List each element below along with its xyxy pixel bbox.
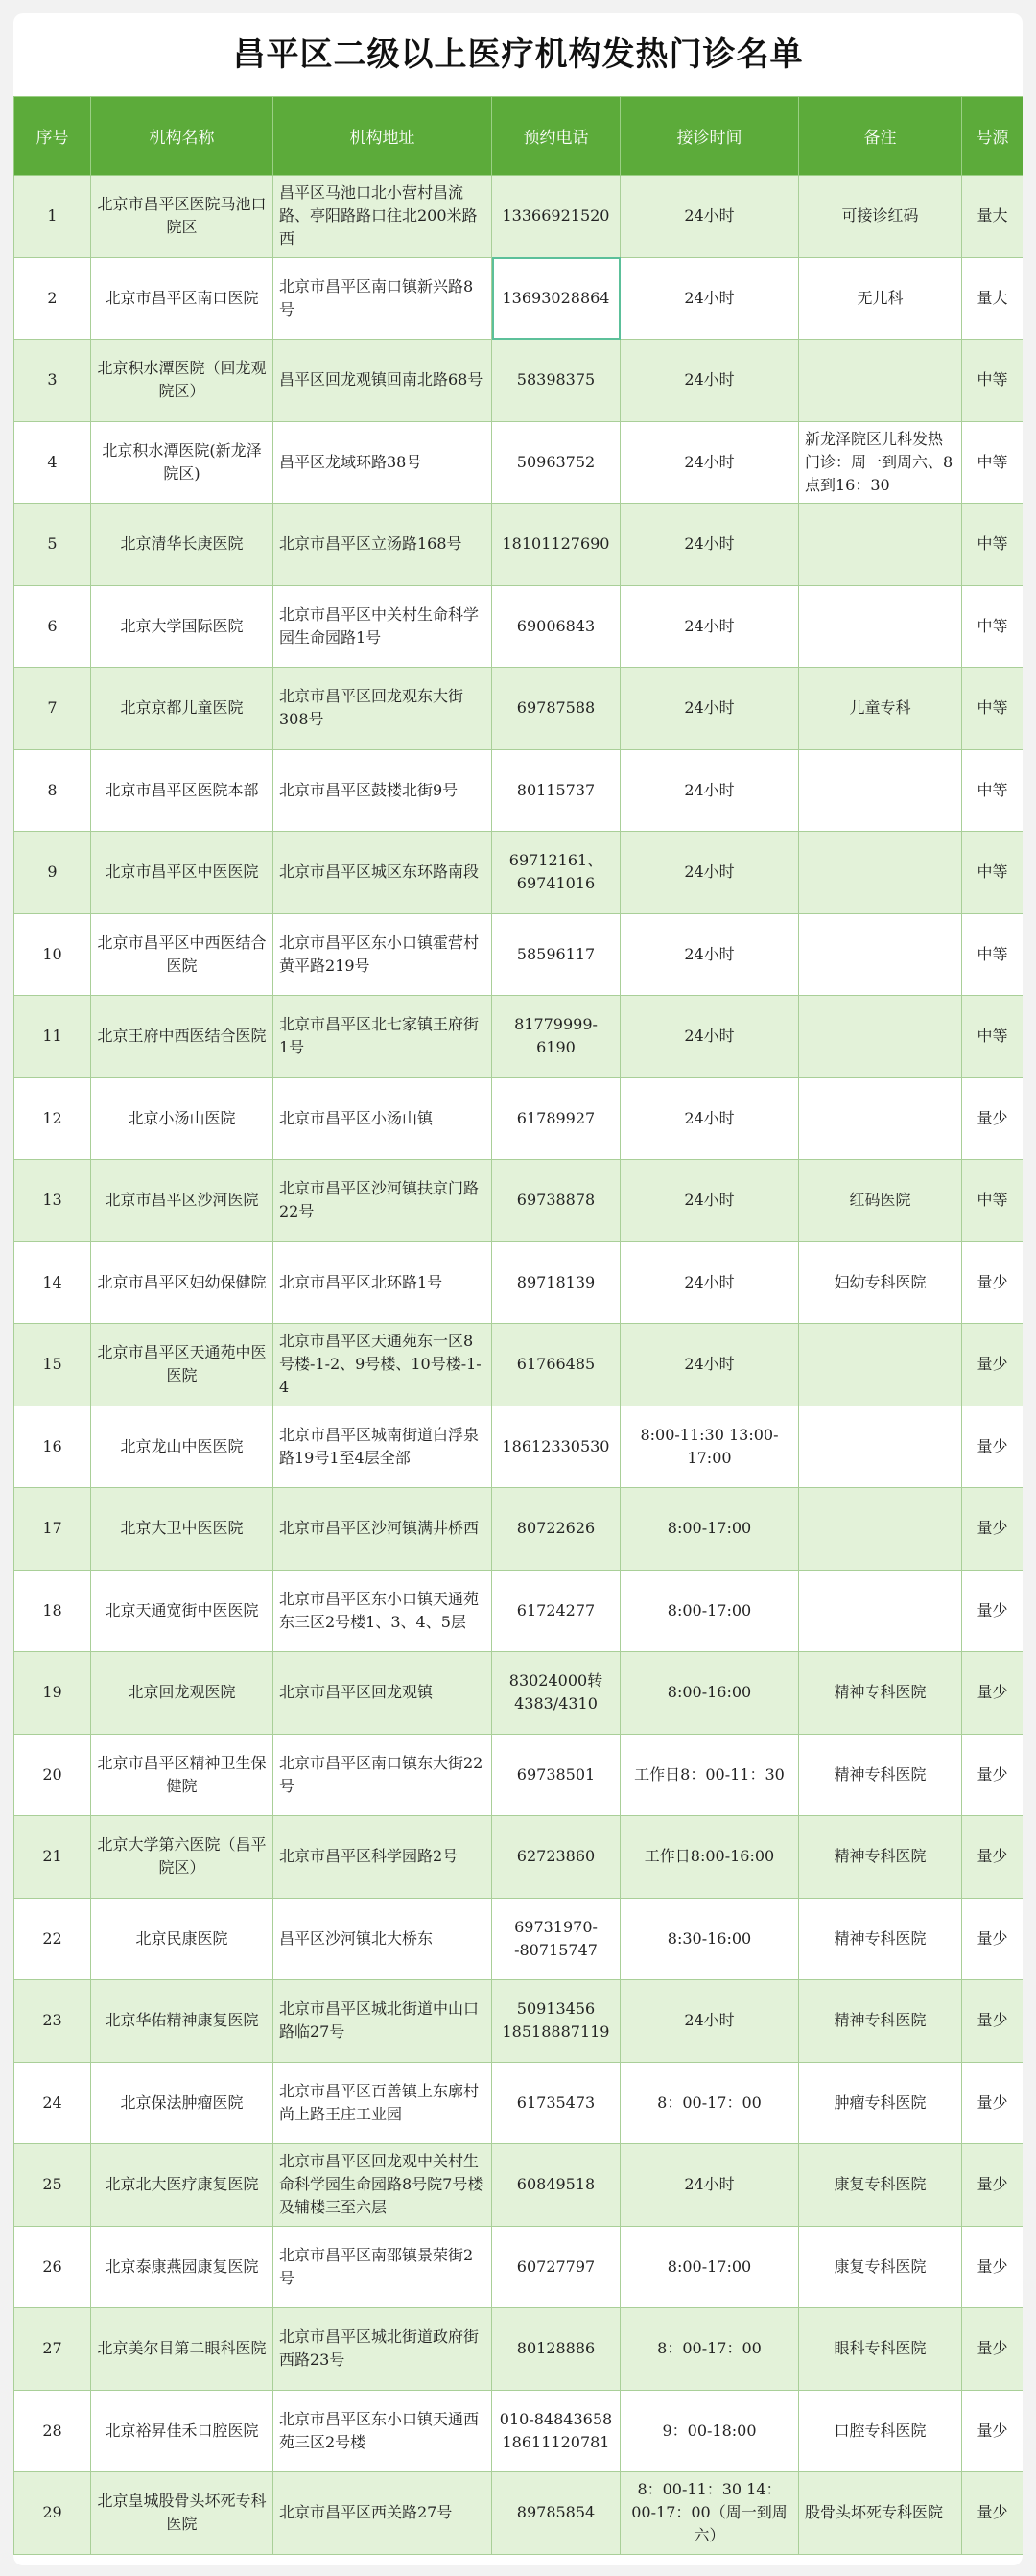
cell-capacity: 中等 — [962, 749, 1024, 832]
cell-name: 北京民康医院 — [91, 1898, 273, 1980]
cell-note: 康复专科医院 — [799, 2144, 962, 2227]
cell-phone: 60727797 — [492, 2226, 621, 2308]
cell-capacity: 量少 — [962, 1324, 1024, 1406]
cell-name: 北京小汤山医院 — [91, 1077, 273, 1160]
cell-hours: 24小时 — [621, 668, 799, 750]
cell-phone: 58596117 — [492, 913, 621, 996]
cell-phone: 69738501 — [492, 1734, 621, 1816]
cell-index: 5 — [14, 504, 91, 586]
cell-capacity: 量少 — [962, 1898, 1024, 1980]
table-row — [14, 1406, 1024, 1488]
cell-name: 北京北大医疗康复医院 — [91, 2144, 273, 2227]
table-row — [14, 176, 1024, 258]
cell-address: 北京市昌平区东小口镇天通西苑三区2号楼 — [273, 2390, 492, 2472]
cell-hours: 8：00-17：00 — [621, 2308, 799, 2391]
table-row — [14, 2144, 1024, 2227]
page-title: 昌平区二级以上医疗机构发热门诊名单 — [232, 35, 804, 74]
cell-note: 精神专科医院 — [799, 1816, 962, 1899]
cell-name: 北京积水潭医院（回龙观院区） — [91, 340, 273, 422]
cell-name: 北京龙山中医医院 — [91, 1406, 273, 1488]
cell-capacity: 中等 — [962, 996, 1024, 1078]
cell-note: 精神专科医院 — [799, 1898, 962, 1980]
table-row — [14, 340, 1024, 422]
cell-index: 6 — [14, 585, 91, 668]
cell-phone: 58398375 — [492, 340, 621, 422]
cell-phone: 18612330530 — [492, 1406, 621, 1488]
cell-address: 北京市昌平区回龙观东大街308号 — [273, 668, 492, 750]
cell-name: 北京市昌平区沙河医院 — [91, 1160, 273, 1242]
cell-hours: 24小时 — [621, 257, 799, 340]
cell-index: 23 — [14, 1980, 91, 2063]
cell-hours: 8:00-17:00 — [621, 1488, 799, 1571]
cell-note — [799, 504, 962, 586]
table-row — [14, 1324, 1024, 1406]
cell-phone: 80115737 — [492, 749, 621, 832]
cell-hours: 24小时 — [621, 1160, 799, 1242]
cell-note: 妇幼专科医院 — [799, 1241, 962, 1324]
cell-index: 10 — [14, 913, 91, 996]
cell-address: 昌平区沙河镇北大桥东 — [273, 1898, 492, 1980]
table-row — [14, 1570, 1024, 1652]
cell-name: 北京大卫中医医院 — [91, 1488, 273, 1571]
cell-address: 北京市昌平区城北街道政府街西路23号 — [273, 2308, 492, 2391]
cell-index: 21 — [14, 1816, 91, 1899]
table-row — [14, 996, 1024, 1078]
cell-name: 北京市昌平区妇幼保健院 — [91, 1241, 273, 1324]
cell-capacity: 中等 — [962, 421, 1024, 504]
cell-capacity: 量少 — [962, 2390, 1024, 2472]
cell-note — [799, 1324, 962, 1406]
table-row — [14, 1652, 1024, 1735]
cell-phone: 13366921520 — [492, 176, 621, 258]
table-body — [14, 176, 1024, 2555]
cell-phone: 61766485 — [492, 1324, 621, 1406]
cell-index: 27 — [14, 2308, 91, 2391]
cell-capacity: 量少 — [962, 1980, 1024, 2063]
cell-note — [799, 1406, 962, 1488]
cell-hours: 24小时 — [621, 421, 799, 504]
table-row — [14, 1488, 1024, 1571]
cell-hours: 8:30-16:00 — [621, 1898, 799, 1980]
cell-note: 无儿科 — [799, 257, 962, 340]
cell-hours: 24小时 — [621, 585, 799, 668]
table-row — [14, 1898, 1024, 1980]
table-row — [14, 2308, 1024, 2391]
cell-address: 昌平区龙域环路38号 — [273, 421, 492, 504]
cell-hours: 8:00-17:00 — [621, 1570, 799, 1652]
cell-index: 26 — [14, 2226, 91, 2308]
cell-capacity: 中等 — [962, 1160, 1024, 1242]
cell-capacity: 量少 — [962, 2226, 1024, 2308]
cell-capacity: 中等 — [962, 832, 1024, 914]
cell-note: 口腔专科医院 — [799, 2390, 962, 2472]
cell-phone: 69712161、69741016 — [492, 832, 621, 914]
cell-capacity: 中等 — [962, 668, 1024, 750]
table-row — [14, 1241, 1024, 1324]
cell-capacity: 量少 — [962, 1734, 1024, 1816]
cell-hours: 24小时 — [621, 1980, 799, 2063]
cell-capacity: 量大 — [962, 257, 1024, 340]
cell-note — [799, 585, 962, 668]
cell-name: 北京市昌平区中西医结合医院 — [91, 913, 273, 996]
cell-note — [799, 832, 962, 914]
table-row — [14, 749, 1024, 832]
cell-address: 北京市昌平区沙河镇满井桥西 — [273, 1488, 492, 1571]
cell-phone: 80722626 — [492, 1488, 621, 1571]
cell-name: 北京市昌平区医院马池口院区 — [91, 176, 273, 258]
header-name: 机构名称 — [91, 97, 273, 176]
cell-capacity: 中等 — [962, 504, 1024, 586]
document-sheet — [13, 13, 1023, 2565]
cell-capacity: 量少 — [962, 2472, 1024, 2555]
cell-index: 9 — [14, 832, 91, 914]
cell-index: 20 — [14, 1734, 91, 1816]
cell-name: 北京回龙观医院 — [91, 1652, 273, 1735]
cell-name: 北京泰康燕园康复医院 — [91, 2226, 273, 2308]
table-row — [14, 2472, 1024, 2555]
cell-address: 北京市昌平区东小口镇天通苑东三区2号楼1、3、4、5层 — [273, 1570, 492, 1652]
cell-index: 29 — [14, 2472, 91, 2555]
cell-address: 北京市昌平区百善镇上东廓村尚上路王庄工业园 — [273, 2062, 492, 2144]
cell-phone: 13693028864 — [492, 257, 621, 340]
cell-note: 红码医院 — [799, 1160, 962, 1242]
header-hours: 接诊时间 — [621, 97, 799, 176]
cell-index: 4 — [14, 421, 91, 504]
cell-note: 康复专科医院 — [799, 2226, 962, 2308]
cell-hours: 工作日8:00-16:00 — [621, 1816, 799, 1899]
cell-capacity: 量大 — [962, 176, 1024, 258]
cell-note: 可接诊红码 — [799, 176, 962, 258]
table-row — [14, 1734, 1024, 1816]
hospital-table — [13, 96, 1023, 2555]
cell-address: 北京市昌平区中关村生命科学园生命园路1号 — [273, 585, 492, 668]
table-row — [14, 2226, 1024, 2308]
cell-phone: 80128886 — [492, 2308, 621, 2391]
cell-index: 17 — [14, 1488, 91, 1571]
cell-hours: 24小时 — [621, 504, 799, 586]
cell-hours: 工作日8：00-11：30 — [621, 1734, 799, 1816]
table-row — [14, 1160, 1024, 1242]
cell-phone: 50913456 18518887119 — [492, 1980, 621, 2063]
cell-phone: 69006843 — [492, 585, 621, 668]
cell-capacity: 量少 — [962, 1570, 1024, 1652]
cell-address: 北京市昌平区沙河镇扶京门路22号 — [273, 1160, 492, 1242]
cell-capacity: 量少 — [962, 1406, 1024, 1488]
cell-name: 北京市昌平区医院本部 — [91, 749, 273, 832]
cell-address: 北京市昌平区南邵镇景荣街2号 — [273, 2226, 492, 2308]
cell-capacity: 量少 — [962, 1488, 1024, 1571]
cell-phone: 89785854 — [492, 2472, 621, 2555]
cell-capacity: 中等 — [962, 913, 1024, 996]
cell-phone: 18101127690 — [492, 504, 621, 586]
cell-phone: 69731970--80715747 — [492, 1898, 621, 1980]
header-note: 备注 — [799, 97, 962, 176]
cell-index: 13 — [14, 1160, 91, 1242]
cell-capacity: 中等 — [962, 585, 1024, 668]
cell-index: 11 — [14, 996, 91, 1078]
cell-address: 北京市昌平区北七家镇王府街1号 — [273, 996, 492, 1078]
cell-name: 北京积水潭医院(新龙泽院区) — [91, 421, 273, 504]
cell-name: 北京保法肿瘤医院 — [91, 2062, 273, 2144]
cell-index: 2 — [14, 257, 91, 340]
cell-hours: 24小时 — [621, 832, 799, 914]
cell-capacity: 量少 — [962, 1241, 1024, 1324]
cell-name: 北京清华长庚医院 — [91, 504, 273, 586]
header-address: 机构地址 — [273, 97, 492, 176]
cell-hours: 8:00-17:00 — [621, 2226, 799, 2308]
cell-index: 28 — [14, 2390, 91, 2472]
cell-name: 北京市昌平区中医医院 — [91, 832, 273, 914]
cell-address: 昌平区回龙观镇回南北路68号 — [273, 340, 492, 422]
cell-address: 北京市昌平区东小口镇霍营村黄平路219号 — [273, 913, 492, 996]
cell-hours: 24小时 — [621, 340, 799, 422]
cell-index: 15 — [14, 1324, 91, 1406]
cell-name: 北京华佑精神康复医院 — [91, 1980, 273, 2063]
table-row — [14, 1816, 1024, 1899]
cell-address: 北京市昌平区鼓楼北街9号 — [273, 749, 492, 832]
cell-name: 北京天通宽街中医医院 — [91, 1570, 273, 1652]
cell-note: 新龙泽院区儿科发热门诊：周一到周六、8点到16：30 — [799, 421, 962, 504]
cell-index: 25 — [14, 2144, 91, 2227]
cell-hours: 24小时 — [621, 1077, 799, 1160]
cell-capacity: 量少 — [962, 1077, 1024, 1160]
cell-phone: 50963752 — [492, 421, 621, 504]
cell-index: 16 — [14, 1406, 91, 1488]
table-row — [14, 2062, 1024, 2144]
cell-address: 北京市昌平区城区东环路南段 — [273, 832, 492, 914]
cell-address: 北京市昌平区西关路27号 — [273, 2472, 492, 2555]
cell-hours: 8:00-11:30 13:00-17:00 — [621, 1406, 799, 1488]
cell-hours: 24小时 — [621, 1241, 799, 1324]
cell-address: 北京市昌平区南口镇新兴路8号 — [273, 257, 492, 340]
cell-note: 精神专科医院 — [799, 1734, 962, 1816]
table-row — [14, 585, 1024, 668]
cell-note — [799, 1570, 962, 1652]
cell-name: 北京市昌平区精神卫生保健院 — [91, 1734, 273, 1816]
table-row — [14, 2390, 1024, 2472]
cell-address: 北京市昌平区小汤山镇 — [273, 1077, 492, 1160]
header-capacity: 号源 — [962, 97, 1024, 176]
cell-hours: 24小时 — [621, 176, 799, 258]
table-row — [14, 257, 1024, 340]
cell-address: 北京市昌平区回龙观镇 — [273, 1652, 492, 1735]
cell-note: 肿瘤专科医院 — [799, 2062, 962, 2144]
cell-hours: 24小时 — [621, 913, 799, 996]
cell-name: 北京京都儿童医院 — [91, 668, 273, 750]
cell-name: 北京大学第六医院（昌平院区） — [91, 1816, 273, 1899]
cell-address: 北京市昌平区立汤路168号 — [273, 504, 492, 586]
table-row — [14, 832, 1024, 914]
cell-phone: 61724277 — [492, 1570, 621, 1652]
cell-note — [799, 749, 962, 832]
cell-name: 北京大学国际医院 — [91, 585, 273, 668]
table-row — [14, 504, 1024, 586]
cell-name: 北京美尔目第二眼科医院 — [91, 2308, 273, 2391]
cell-index: 7 — [14, 668, 91, 750]
cell-capacity: 量少 — [962, 2308, 1024, 2391]
cell-phone: 83024000转4383/4310 — [492, 1652, 621, 1735]
table-row — [14, 421, 1024, 504]
header-index: 序号 — [14, 97, 91, 176]
cell-phone: 61789927 — [492, 1077, 621, 1160]
cell-address: 北京市昌平区回龙观中关村生命科学园生命园路8号院7号楼及辅楼三至六层 — [273, 2144, 492, 2227]
cell-capacity: 中等 — [962, 340, 1024, 422]
cell-hours: 9：00-18:00 — [621, 2390, 799, 2472]
cell-index: 12 — [14, 1077, 91, 1160]
cell-index: 3 — [14, 340, 91, 422]
table-row — [14, 668, 1024, 750]
cell-note — [799, 996, 962, 1078]
cell-address: 北京市昌平区科学园路2号 — [273, 1816, 492, 1899]
cell-index: 1 — [14, 176, 91, 258]
cell-phone: 010-84843658 18611120781 — [492, 2390, 621, 2472]
cell-phone: 69738878 — [492, 1160, 621, 1242]
cell-phone: 69787588 — [492, 668, 621, 750]
cell-address: 北京市昌平区南口镇东大街22号 — [273, 1734, 492, 1816]
cell-note: 精神专科医院 — [799, 1980, 962, 2063]
cell-address: 北京市昌平区天通苑东一区8号楼-1-2、9号楼、10号楼-1-4 — [273, 1324, 492, 1406]
cell-name: 北京王府中西医结合医院 — [91, 996, 273, 1078]
cell-note: 儿童专科 — [799, 668, 962, 750]
cell-address: 北京市昌平区城北街道中山口路临27号 — [273, 1980, 492, 2063]
cell-address: 昌平区马池口北小营村昌流路、亭阳路路口往北200米路西 — [273, 176, 492, 258]
cell-capacity: 量少 — [962, 2062, 1024, 2144]
cell-hours: 8：00-11：30 14：00-17：00（周一到周六） — [621, 2472, 799, 2555]
cell-phone: 62723860 — [492, 1816, 621, 1899]
cell-hours: 24小时 — [621, 996, 799, 1078]
header-phone: 预约电话 — [492, 97, 621, 176]
cell-hours: 24小时 — [621, 2144, 799, 2227]
table-header-row — [14, 97, 1024, 176]
cell-name: 北京皇城股骨头坏死专科医院 — [91, 2472, 273, 2555]
cell-note — [799, 1077, 962, 1160]
cell-hours: 8：00-17：00 — [621, 2062, 799, 2144]
cell-index: 18 — [14, 1570, 91, 1652]
cell-note: 眼科专科医院 — [799, 2308, 962, 2391]
cell-name: 北京裕昇佳禾口腔医院 — [91, 2390, 273, 2472]
cell-index: 24 — [14, 2062, 91, 2144]
cell-capacity: 量少 — [962, 2144, 1024, 2227]
cell-note — [799, 340, 962, 422]
cell-name: 北京市昌平区南口医院 — [91, 257, 273, 340]
table-row — [14, 1077, 1024, 1160]
cell-index: 22 — [14, 1898, 91, 1980]
cell-address: 北京市昌平区城南街道白浮泉路19号1至4层全部 — [273, 1406, 492, 1488]
cell-phone: 81779999-6190 — [492, 996, 621, 1078]
cell-index: 14 — [14, 1241, 91, 1324]
table-row — [14, 913, 1024, 996]
cell-note — [799, 1488, 962, 1571]
cell-index: 8 — [14, 749, 91, 832]
table-row — [14, 1980, 1024, 2063]
cell-phone: 61735473 — [492, 2062, 621, 2144]
cell-note: 股骨头坏死专科医院 — [799, 2472, 962, 2555]
cell-name: 北京市昌平区天通苑中医医院 — [91, 1324, 273, 1406]
cell-address: 北京市昌平区北环路1号 — [273, 1241, 492, 1324]
cell-phone: 89718139 — [492, 1241, 621, 1324]
cell-capacity: 量少 — [962, 1816, 1024, 1899]
cell-hours: 24小时 — [621, 1324, 799, 1406]
cell-phone: 60849518 — [492, 2144, 621, 2227]
cell-capacity: 量少 — [962, 1652, 1024, 1735]
cell-hours: 24小时 — [621, 749, 799, 832]
cell-hours: 8:00-16:00 — [621, 1652, 799, 1735]
cell-note: 精神专科医院 — [799, 1652, 962, 1735]
cell-note — [799, 913, 962, 996]
cell-index: 19 — [14, 1652, 91, 1735]
